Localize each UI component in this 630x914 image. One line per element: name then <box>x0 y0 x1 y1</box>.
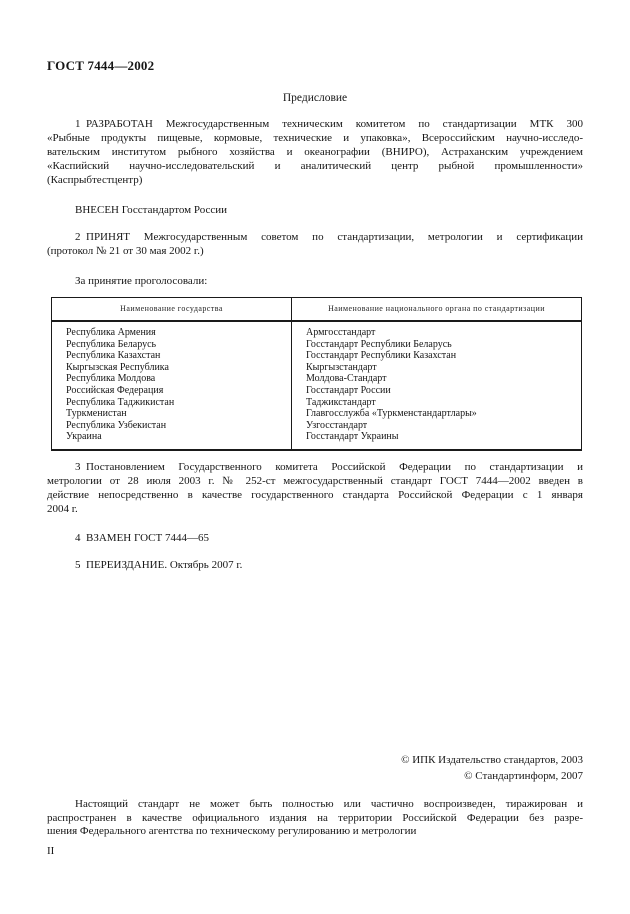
clause-3-decree <box>47 460 583 516</box>
clause-3-line: 3 Постановлением Государственного комитета Российской Федерации по стандартизации и <box>75 460 583 473</box>
clause-1-line: «Каспийский научно-исследовательский и аналитический центр рыбной промышленности» <box>47 160 583 172</box>
page-content <box>47 58 583 572</box>
col-header-org: Наименование национального органа по стандартизации <box>292 298 582 322</box>
org-cell: Госстандарт Украины <box>292 431 582 450</box>
country-cell: Российская Федерация <box>66 384 164 396</box>
copyright-line-2: © Стандартинформ, 2007 <box>464 770 583 782</box>
footer-note-line: шения Федерального агентства по техническому регулированию и метрологии <box>47 825 417 837</box>
table-row <box>52 420 582 432</box>
copyright-line-1: © ИПК Издательство стандартов, 2003 <box>401 754 583 766</box>
clause-1-line: (Каспрыбтестцентр) <box>47 174 143 186</box>
org-cell: Армгосстандарт <box>292 321 582 339</box>
org-cell: Госстандарт России <box>292 385 582 397</box>
vote-table <box>51 297 582 451</box>
country-cell: Республика Таджикистан <box>66 396 175 408</box>
country-cell: Республика Казахстан <box>66 350 161 362</box>
country-cell: Республика Молдова <box>66 373 156 385</box>
footer-note <box>47 798 583 839</box>
table-row <box>52 397 582 409</box>
table-row <box>52 385 582 397</box>
table-row <box>52 408 582 420</box>
country-cell: Туркменистан <box>66 408 127 420</box>
table-row <box>52 431 582 450</box>
country-cell: Украина <box>66 431 102 443</box>
vote-table-body <box>52 321 582 450</box>
org-cell: Узгосстандарт <box>292 420 582 432</box>
table-row <box>52 321 582 339</box>
clause-1-developed <box>47 117 583 187</box>
country-cell: Кыргызская Республика <box>66 361 169 373</box>
clause-1-line: вательским институтом рыбного хозяйства и океанографии (ВНИРО), Астраханским учреждением <box>47 146 583 158</box>
clause-3-line: 2004 г. <box>47 502 78 515</box>
org-cell: Госстандарт Республики Беларусь <box>292 339 582 351</box>
clause-2-line: 2 ПРИНЯТ Межгосударственным советом по стандартизации, метрологии и сертификации <box>75 231 583 243</box>
clause-submitted: ВНЕСЕН Госстандартом России <box>75 204 228 216</box>
clause-3-line: действие непосредственно в качестве государственного стандарта Российской Федерации с 1 января <box>47 488 583 501</box>
country-cell: Республика Узбекистан <box>66 419 167 431</box>
clause-1-line: «Рыбные продукты пищевые, кормовые, технические и упаковка», Всероссийским научно-исследо- <box>47 132 583 144</box>
org-cell: Таджикстандарт <box>292 397 582 409</box>
country-cell: Республика Армения <box>66 327 156 338</box>
clause-2-adopted <box>47 230 583 258</box>
clause-5-reissue: 5 ПЕРЕИЗДАНИЕ. Октябрь 2007 г. <box>75 558 243 571</box>
footer-note-line: распространен в качестве официального издания на территории Российской Федерации без разре- <box>47 811 583 824</box>
org-cell: Кыргызстандарт <box>292 362 582 374</box>
doc-code: ГОСТ 7444—2002 <box>47 58 155 73</box>
clause-4-replaces: 4 ВЗАМЕН ГОСТ 7444—65 <box>75 531 209 544</box>
col-header-country: Наименование государства <box>52 298 292 322</box>
table-row <box>52 350 582 362</box>
copyright-block <box>401 752 583 784</box>
clause-2-line: (протокол № 21 от 30 мая 2002 г.) <box>47 245 204 257</box>
clause-1-line: 1 РАЗРАБОТАН Межгосударственным техническим комитетом по стандартизации МТК 300 <box>75 118 583 130</box>
table-row <box>52 339 582 351</box>
page-number: II <box>47 845 55 857</box>
table-row <box>52 362 582 374</box>
org-cell: Госстандарт Республики Казахстан <box>292 350 582 362</box>
preface-title: Предисловие <box>282 92 348 104</box>
org-cell: Молдова-Стандарт <box>292 373 582 385</box>
footer-note-line: Настоящий стандарт не может быть полностью или частично воспроизведен, тиражирован и <box>75 798 583 810</box>
vote-table-header <box>52 298 582 322</box>
vote-table-header-row <box>52 298 582 322</box>
org-cell: Главгосслужба «Туркменстандартлары» <box>292 408 582 420</box>
vote-intro: За принятие проголосовали: <box>75 275 208 287</box>
country-cell: Республика Беларусь <box>66 338 157 350</box>
table-row <box>52 373 582 385</box>
clause-3-line: метрологии от 28 июля 2003 г. № 252-ст межгосударственный стандарт ГОСТ 7444—2002 введен в <box>47 474 583 487</box>
